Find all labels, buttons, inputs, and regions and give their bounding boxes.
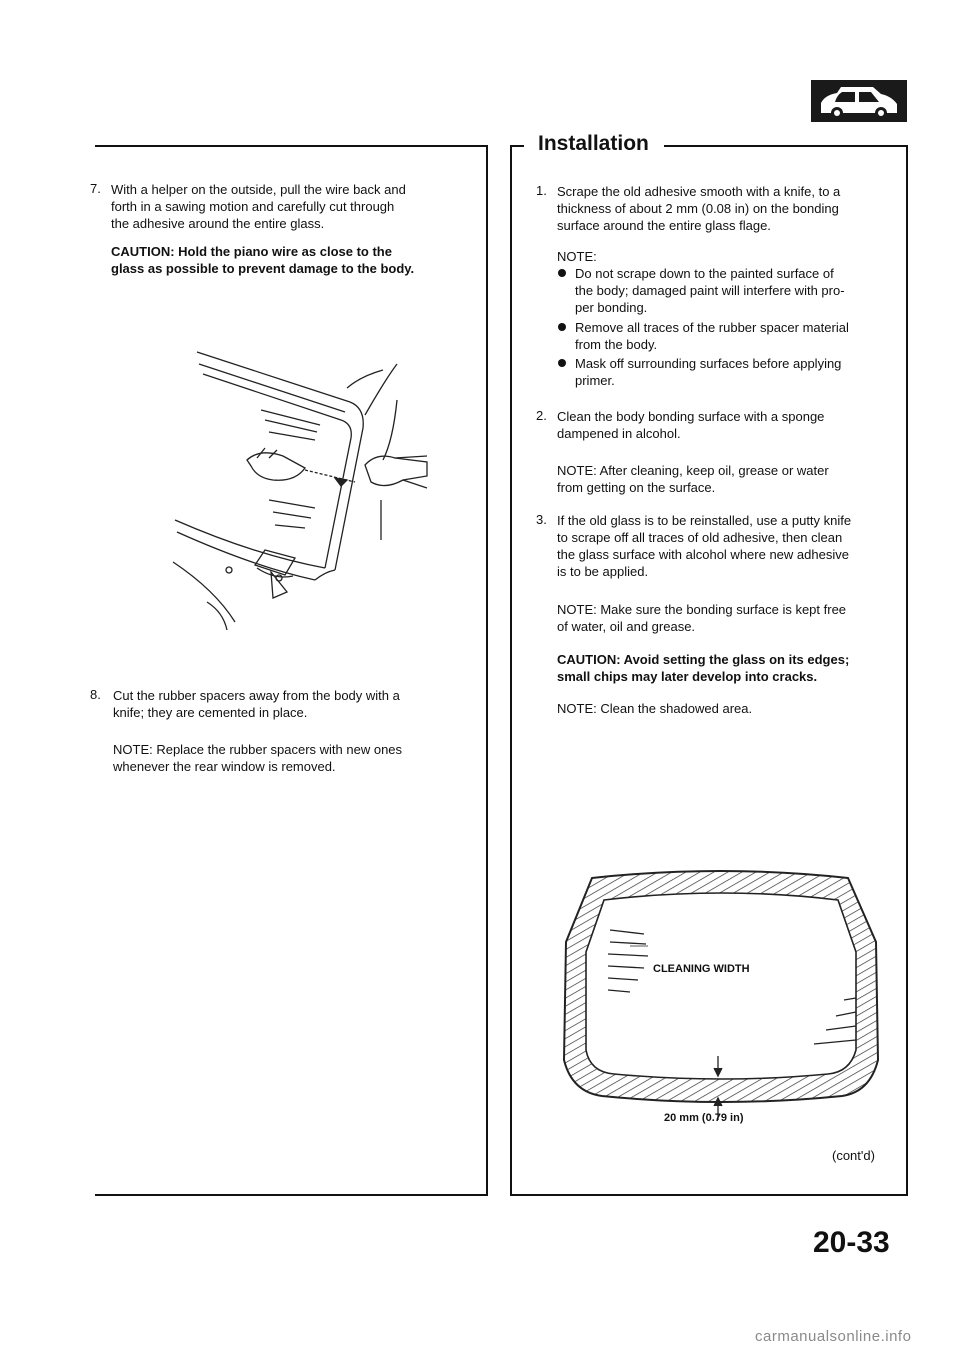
step-1-bullet — [575, 319, 900, 353]
right-left-border — [510, 145, 512, 1196]
step-2-text — [557, 408, 897, 442]
text-line: knife; they are cemented in place. — [113, 705, 308, 720]
step-8-number: 8. — [90, 687, 101, 702]
text-line: whenever the rear window is removed. — [113, 759, 336, 774]
text-line: surface around the entire glass flage. — [557, 218, 771, 233]
text-line: NOTE: After cleaning, keep oil, grease or water — [557, 463, 829, 478]
text-line: is to be applied. — [557, 564, 649, 579]
text-line: Remove all traces of the rubber spacer material — [575, 320, 849, 335]
right-top-rule-left — [510, 145, 524, 147]
text-line: from the body. — [575, 337, 658, 352]
text-line: primer. — [575, 373, 615, 388]
right-bottom-rule — [510, 1194, 908, 1196]
cleaning-width-label: CLEANING WIDTH — [653, 963, 750, 975]
step-1-bullet — [575, 355, 900, 389]
left-bottom-rule — [95, 1194, 488, 1196]
step-1-note-label: NOTE: — [557, 249, 597, 264]
text-line: Mask off surrounding surfaces before applying — [575, 356, 842, 371]
step-2-note — [557, 462, 897, 496]
step-8-note — [113, 741, 483, 775]
step-3-number: 3. — [536, 512, 547, 527]
step-3-caution — [557, 651, 897, 685]
text-line: the adhesive around the entire glass. — [111, 216, 325, 231]
cleaning-width-diagram — [552, 860, 892, 1120]
text-line: to scrape off all traces of old adhesive, then clean — [557, 530, 843, 545]
section-title: Installation — [538, 132, 649, 155]
text-line: Clean the body bonding surface with a sponge — [557, 409, 825, 424]
text-line: Do not scrape down to the painted surface of — [575, 266, 834, 281]
page-number: 20-33 — [813, 1226, 890, 1259]
text-line: forth in a sawing motion and carefully cut through — [111, 199, 395, 214]
step-7-caution — [111, 243, 481, 277]
dimension-label: 20 mm (0.79 in) — [664, 1112, 744, 1124]
step-7-number: 7. — [90, 181, 101, 196]
step-1-text — [557, 183, 897, 234]
text-line: from getting on the surface. — [557, 480, 716, 495]
step-7-text — [111, 181, 481, 232]
text-line: NOTE: Replace the rubber spacers with new ones — [113, 742, 403, 757]
text-line: glass as possible to prevent damage to the body. — [111, 261, 415, 276]
text-line: NOTE: Make sure the bonding surface is kept free — [557, 602, 847, 617]
text-line: Cut the rubber spacers away from the body with a — [113, 688, 400, 703]
text-line: If the old glass is to be reinstalled, use a putty knife — [557, 513, 852, 528]
step-8-text — [113, 687, 483, 721]
step-3-note — [557, 601, 897, 635]
left-column-border — [486, 145, 488, 1195]
step-3-note-shadowed: NOTE: Clean the shadowed area. — [557, 701, 753, 716]
watermark-text: carmanualsonline.info — [755, 1328, 912, 1345]
text-line: With a helper on the outside, pull the wire back and — [111, 182, 406, 197]
text-line: the body; damaged paint will interfere with pro- — [575, 283, 845, 298]
text-line: dampened in alcohol. — [557, 426, 681, 441]
step-1-bullet — [575, 265, 900, 316]
car-body-icon — [811, 80, 907, 122]
text-line: the glass surface with alcohol where new adhesive — [557, 547, 849, 562]
text-line: of water, oil and grease. — [557, 619, 696, 634]
text-line: per bonding. — [575, 300, 648, 315]
left-top-rule — [95, 145, 488, 147]
text-line: CAUTION: Avoid setting the glass on its edges; — [557, 652, 850, 667]
text-line: thickness of about 2 mm (0.08 in) on the bonding — [557, 201, 839, 216]
text-line: small chips may later develop into cracks. — [557, 669, 818, 684]
text-line: Scrape the old adhesive smooth with a knife, to a — [557, 184, 841, 199]
right-top-rule-right — [664, 145, 908, 147]
right-right-border — [906, 145, 908, 1196]
step-3-text — [557, 512, 897, 580]
step-1-number: 1. — [536, 183, 547, 198]
continued-label: (cont'd) — [832, 1148, 875, 1163]
wire-cutting-illustration — [165, 340, 445, 650]
step-2-number: 2. — [536, 408, 547, 423]
text-line: CAUTION: Hold the piano wire as close to the — [111, 244, 392, 259]
